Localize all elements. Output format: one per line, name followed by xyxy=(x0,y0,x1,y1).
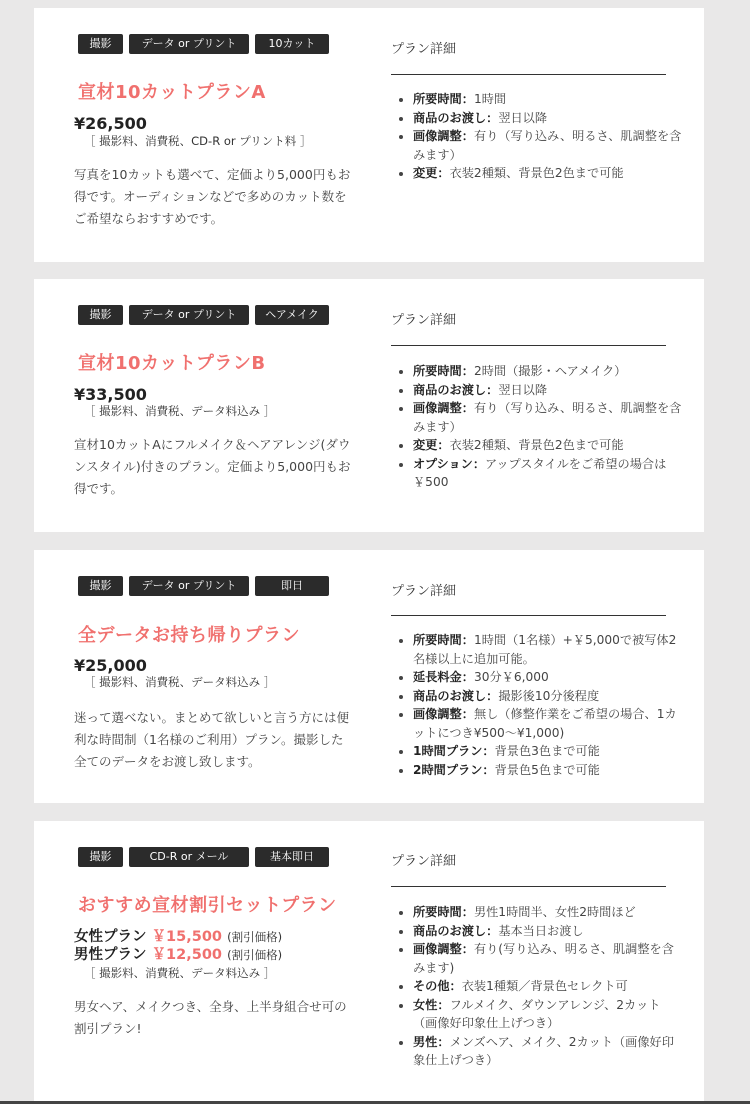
detail-item: • 女性：フルメイク、ダウンアレンジ、2カット（画像好印象仕上げつき） xyxy=(413,996,683,1033)
female-plan-amount: ￥15,500 xyxy=(151,929,223,945)
plan-card-set-discount xyxy=(34,821,704,1101)
tag-data-print: データ or プリント xyxy=(129,305,249,325)
plan-price-note: ［ 撮影料、消費税、データ料込み ］ xyxy=(84,675,276,689)
plan-detail-heading: プラン詳細 xyxy=(391,42,457,57)
divider xyxy=(391,886,666,887)
tag-data-print: データ or プリント xyxy=(129,34,249,54)
plan-card-a xyxy=(34,8,704,262)
tag-cuts: 10カット xyxy=(255,34,329,54)
detail-item: • オプション：アップスタイルをご希望の場合は￥500 xyxy=(413,455,683,492)
divider xyxy=(391,74,666,75)
female-plan-price xyxy=(74,928,282,946)
plan-details-list xyxy=(397,903,683,1070)
plan-price: ¥25,000 xyxy=(74,656,147,675)
plan-details-list xyxy=(397,90,683,183)
male-plan-label: 男性プラン xyxy=(74,947,147,963)
plan-title: 宣材10カットプランA xyxy=(78,82,266,103)
detail-item: • 1時間プラン：背景色3色まで可能 xyxy=(413,742,683,761)
tag-cdr-mail: CD-R or メール xyxy=(129,847,249,867)
tag-shooting: 撮影 xyxy=(78,34,123,54)
detail-item: • 商品のお渡し：翌日以降 xyxy=(413,381,683,400)
detail-item: • 所要時間：1時間（1名様）+￥5,000で被写体2名様以上に追加可能。 xyxy=(413,631,683,668)
discount-note: (割引価格) xyxy=(227,948,283,962)
detail-item: • 画像調整：有り（写り込み、明るさ、肌調整を含みます） xyxy=(413,127,683,164)
tag-shooting: 撮影 xyxy=(78,305,123,325)
plan-description: 男女ヘア、メイクつき、全身、上半身組合せ可の割引プラン! xyxy=(74,999,347,1036)
plan-title: 全データお持ち帰りプラン xyxy=(78,625,300,646)
detail-item: • 画像調整：有り(写り込み、明るさ、肌調整を含みます) xyxy=(413,940,683,977)
detail-item: • 所要時間：2時間（撮影・ヘアメイク） xyxy=(413,362,683,381)
plan-card-b xyxy=(34,279,704,532)
divider xyxy=(391,615,666,616)
male-plan-amount: ￥12,500 xyxy=(151,947,223,963)
plan-price-note: ［ 撮影料、消費税、データ料込み ］ xyxy=(84,966,276,980)
male-plan-price xyxy=(74,946,282,964)
detail-item: • 2時間プラン：背景色5色まで可能 xyxy=(413,761,683,780)
plan-price-note: ［ 撮影料、消費税、CD-R or プリント料 ］ xyxy=(84,134,312,148)
detail-item: • 画像調整：無し（修整作業をご希望の場合、1カットにつき¥500〜¥1,000) xyxy=(413,705,683,742)
plan-tags xyxy=(78,305,329,325)
plan-description: 宣材10カットAにフルメイク＆ヘアアレンジ(ダウンスタイル)付きのプラン。定価より5,000円もお得です。 xyxy=(74,437,351,496)
detail-item: • 商品のお渡し：基本当日お渡し xyxy=(413,922,683,941)
detail-item: • 画像調整：有り（写り込み、明るさ、肌調整を含みます） xyxy=(413,399,683,436)
plan-title: おすすめ宣材割引セットプラン xyxy=(78,895,337,916)
detail-item: • 変更：衣装2種類、背景色2色まで可能 xyxy=(413,164,683,183)
plan-tags xyxy=(78,34,329,54)
tag-shooting: 撮影 xyxy=(78,847,123,867)
plan-title: 宣材10カットプランB xyxy=(78,353,266,374)
discount-note: (割引価格) xyxy=(227,930,283,944)
detail-item: • 延長料金：30分￥6,000 xyxy=(413,668,683,687)
plan-price: ¥33,500 xyxy=(74,385,147,404)
plan-detail-heading: プラン詳細 xyxy=(391,854,457,869)
detail-item: • 所要時間：1時間 xyxy=(413,90,683,109)
plan-price: ¥26,500 xyxy=(74,114,147,133)
plan-tags xyxy=(78,576,329,596)
detail-item: • 男性：メンズヘア、メイク、2カット（画像好印象仕上げつき） xyxy=(413,1033,683,1070)
detail-item: • 商品のお渡し：翌日以降 xyxy=(413,109,683,128)
tag-basic-same-day: 基本即日 xyxy=(255,847,329,867)
plan-details-list xyxy=(397,631,683,779)
detail-item: • 商品のお渡し：撮影後10分後程度 xyxy=(413,687,683,706)
plan-card-all-data xyxy=(34,550,704,803)
female-plan-label: 女性プラン xyxy=(74,929,147,945)
plan-description: 写真を10カットも選べて、定価より5,000円もお得です。オーディションなどで多めのカット数をご希望ならおすすめです。 xyxy=(74,167,351,226)
tag-shooting: 撮影 xyxy=(78,576,123,596)
plan-price-note: ［ 撮影料、消費税、データ料込み ］ xyxy=(84,404,276,418)
plan-details-list xyxy=(397,362,683,492)
detail-item: • 変更：衣装2種類、背景色2色まで可能 xyxy=(413,436,683,455)
tag-same-day: 即日 xyxy=(255,576,329,596)
detail-item: • 所要時間：男性1時間半、女性2時間ほど xyxy=(413,903,683,922)
plan-detail-heading: プラン詳細 xyxy=(391,584,457,599)
detail-item: • その他：衣装1種類／背景色セレクト可 xyxy=(413,977,683,996)
tag-hair-makeup: ヘアメイク xyxy=(255,305,329,325)
plan-detail-heading: プラン詳細 xyxy=(391,313,457,328)
divider xyxy=(391,345,666,346)
plan-tags xyxy=(78,847,329,867)
tag-data-print: データ or プリント xyxy=(129,576,249,596)
plan-description: 迷って選べない。まとめて欲しいと言う方には便利な時間制（1名様のご利用）プラン。撮影した全てのデータをお渡し致します。 xyxy=(74,710,350,769)
